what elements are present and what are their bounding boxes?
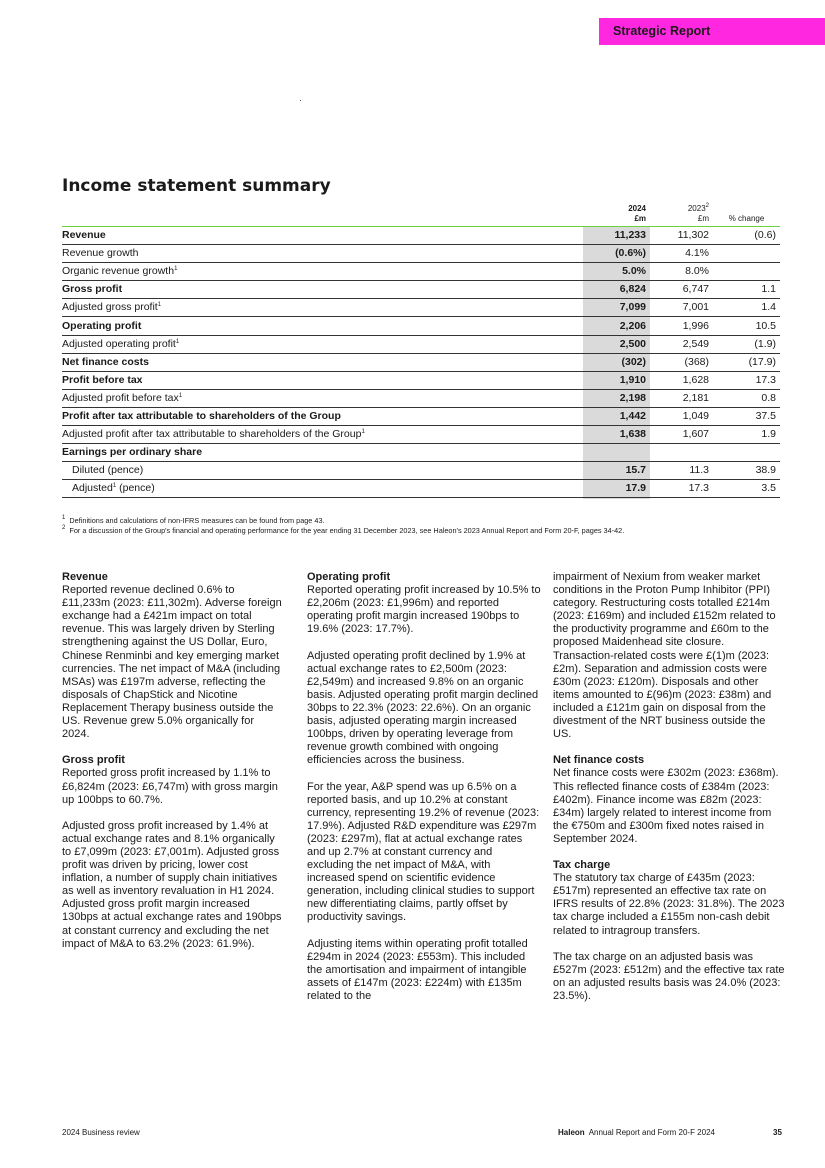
net-finance-costs-paragraph: Net finance costs were £302m (2023: £368m). This reflected finance costs of £384m (2023: £402m). Finance income was £82m (2023: £34m) largely related to interest income from the €750m and £300m fixed notes raised in September 2024. <box>553 767 779 845</box>
footnote <box>62 516 624 526</box>
row-label-text: Revenue <box>62 229 106 242</box>
stray-mark <box>300 100 301 101</box>
footnote-marker: 1 <box>178 392 183 399</box>
value-2024: 6,824 <box>619 283 646 296</box>
value-change: 38.9 <box>755 464 776 477</box>
value-2023: 2,549 <box>682 337 709 350</box>
value-2024: 7,099 <box>619 301 646 314</box>
header-2023-footnote: 2 <box>705 203 709 209</box>
row-label-text: Gross profit <box>62 283 123 296</box>
footnote-marker: 1 <box>157 302 162 309</box>
row-label <box>62 317 583 335</box>
footnote-marker: 1 <box>361 429 365 436</box>
value-2023: (368) <box>684 355 709 368</box>
value-2023: 2,181 <box>682 391 709 404</box>
table-row <box>62 263 780 281</box>
value-2024: 5.0% <box>622 265 646 278</box>
page-title: Income statement summary <box>62 176 331 196</box>
table-row <box>62 371 780 389</box>
row-label <box>62 371 583 389</box>
value-2024 <box>583 444 650 462</box>
row-label-text: Adjusted profit before tax <box>62 391 179 404</box>
value-change <box>713 263 780 281</box>
value-change: 3.5 <box>761 482 776 495</box>
value-2023 <box>650 444 713 462</box>
body-column-1 <box>62 571 284 964</box>
row-label <box>62 407 583 425</box>
row-label-text: Adjusted operating profit <box>62 337 176 350</box>
footer-doc-title: Annual Report and Form 20-F 2024 <box>588 1128 715 1137</box>
footnotes <box>62 516 624 536</box>
value-2024: 2,198 <box>619 391 646 404</box>
section-tag: Strategic Report <box>599 18 825 45</box>
row-label <box>62 462 583 480</box>
value-2023: 11,302 <box>677 229 709 242</box>
footnote <box>62 526 624 536</box>
table-row <box>62 227 780 245</box>
value-2024: (302) <box>621 355 646 368</box>
value-2024: 1,910 <box>619 373 646 386</box>
row-label-text: Adjusted gross profit <box>62 301 158 314</box>
table-row <box>62 299 780 317</box>
row-label <box>62 444 583 462</box>
value-change: (0.6) <box>754 229 776 242</box>
net-finance-costs-heading: Net finance costs <box>553 754 645 767</box>
row-label-text: Profit after tax attributable to shareholders of the Group <box>62 409 341 422</box>
table-row <box>62 389 780 407</box>
footnote-text: For a discussion of the Group's financial and operating performance for the year ending 31 December 2023, see Haleon's 2023 Annual Report and Form 20-F, pages 34-42. <box>69 526 625 535</box>
value-change: 17.3 <box>755 373 776 386</box>
adjusted-gross-profit-paragraph: Adjusted gross profit increased by 1.4% at actual exchange rates and 8.1% organically to £7,099m (2023: £7,001m). Adjusted gross profit was driven by pricing, lower cost inflation, a number of supply chain initiatives as well as inventory revaluation in H1 2024. Adjusted gross profit margin increased 130bps at actual exchange rates and 190bps at constant currency and excluding the net impact of M&A to 63.2% (2023: 61.9%). <box>62 819 282 950</box>
row-label <box>62 227 583 245</box>
footer-brand: Haleon <box>558 1128 585 1137</box>
operating-profit-heading: Operating profit <box>307 571 391 583</box>
footnote-number: 2 <box>62 525 66 531</box>
page-number: 35 <box>773 1128 782 1137</box>
row-label-text: Diluted (pence) <box>72 464 144 477</box>
table-row <box>62 353 780 371</box>
row-label-text: Earnings per ordinary share <box>62 446 203 459</box>
value-2023: 17.3 <box>688 482 709 495</box>
row-label <box>62 353 583 371</box>
footnote-marker: 1 <box>112 483 117 490</box>
income-statement-table <box>62 203 780 498</box>
row-label <box>62 281 583 299</box>
row-label-suffix: (pence) <box>116 482 155 495</box>
value-2023: 4.1% <box>685 247 709 260</box>
gross-profit-paragraph: Reported gross profit increased by 1.1% to £6,824m (2023: £6,747m) with gross margin up 100bps to 60.7%. <box>62 767 278 806</box>
header-2024 <box>583 203 650 227</box>
value-change: (1.9) <box>754 337 776 350</box>
value-2024: 1,442 <box>619 409 646 422</box>
value-2024: 2,500 <box>619 337 646 350</box>
row-label <box>62 480 583 498</box>
table-row <box>62 444 780 462</box>
table-row <box>62 480 780 498</box>
header-label-cell <box>62 203 583 227</box>
value-2023: 1,628 <box>682 373 709 386</box>
row-label-text: Profit before tax <box>62 373 143 386</box>
value-2024: 17.9 <box>625 482 646 495</box>
value-change: 1.1 <box>761 283 776 296</box>
value-change: 1.4 <box>761 301 776 314</box>
value-change: 0.8 <box>761 391 776 404</box>
value-2024: 1,638 <box>619 428 646 441</box>
header-2023 <box>650 203 713 227</box>
footer-section-label: 2024 Business review <box>62 1128 140 1137</box>
table-header-row <box>62 203 780 227</box>
revenue-heading: Revenue <box>62 571 108 583</box>
header-change: % change <box>728 214 765 223</box>
revenue-paragraph: Reported revenue declined 0.6% to £11,233m (2023: £11,302m). Adverse foreign exchange had a £421m impact on total revenue. This was largely driven by Sterling strengthening against the US Dollar, Euro, Chinese Renminbi and key emerging market currencies. The net impact of M&A (including MSAs) was £197m adverse, reflecting the disposals of ChapStick and Nicotine Replacement Therapy business outside the US. Revenue grew 5.0% organically for 2024. <box>62 584 282 741</box>
row-label <box>62 245 583 263</box>
row-label-text: Organic revenue growth <box>62 265 175 278</box>
table-row <box>62 335 780 353</box>
header-2023-year: 2023 <box>687 204 706 213</box>
footnote-marker: 1 <box>174 266 178 273</box>
value-change: (17.9) <box>748 355 776 368</box>
value-2023: 1,049 <box>682 409 709 422</box>
ap-spend-paragraph: For the year, A&P spend was up 6.5% on a reported basis, and up 10.2% at constant currency, representing 19.2% of revenue (2023: 17.9%). Adjusted R&D expenditure was £297m (2023: £297m), flat at actual exchange rates and up 2.7% at constant currency and excluding the net impact of M&A, with increased spend on scientific evidence generation, including clinical studies to support new differentiating claims, partly offset by productivity savings. <box>307 780 540 924</box>
value-2023: 11.3 <box>689 464 709 477</box>
value-2023: 7,001 <box>682 301 709 314</box>
gross-profit-heading: Gross profit <box>62 754 125 767</box>
footnote-number: 1 <box>62 515 66 521</box>
row-label <box>62 426 583 444</box>
row-label-text: Adjusted <box>72 482 113 495</box>
value-2023: 6,747 <box>682 283 709 296</box>
tax-charge-heading: Tax charge <box>553 859 611 872</box>
row-label-text: Operating profit <box>62 319 142 332</box>
row-label-text: Revenue growth <box>62 247 139 260</box>
value-change: 37.5 <box>755 409 776 422</box>
value-2024: 2,206 <box>619 319 646 332</box>
footer-document <box>558 1128 715 1137</box>
table-row <box>62 426 780 444</box>
impairment-paragraph: impairment of Nexium from weaker market conditions in the Proton Pump Inhibitor (PPI) category. Restructuring costs totalled £214m (2023: £169m) and included £152m related to the productivity programme and £60m to the proposed Maidenhead site closure. Transaction-related costs were £(1)m (2023: £2m). Separation and admission costs were £30m (2023: £120m). Disposals and other items amounted to £(96)m (2023: £38m) and included a £121m gain on disposal from the divestment of the NRT business outside the US. <box>553 571 776 741</box>
body-column-3 <box>553 571 785 1016</box>
value-2024: 11,233 <box>614 229 646 242</box>
value-change <box>713 444 780 462</box>
header-2023-unit: £m <box>697 214 709 223</box>
table-row <box>62 407 780 425</box>
header-2024-year: 2024 <box>628 204 646 213</box>
value-change: 1.9 <box>761 428 776 441</box>
value-2023: 1,996 <box>682 319 709 332</box>
footnote-marker: 1 <box>175 338 180 345</box>
row-label <box>62 335 583 353</box>
row-label-text: Net finance costs <box>62 355 149 368</box>
value-change: 10.5 <box>755 319 776 332</box>
value-2024: 15.7 <box>625 464 646 477</box>
row-label <box>62 389 583 407</box>
row-label <box>62 263 583 281</box>
adjusting-items-paragraph: Adjusting items within operating profit totalled £294m in 2024 (2023: £553m). This included the amortisation and impairment of intangible assets of £147m (2023: £224m) with £135m related to the <box>307 937 528 1002</box>
operating-profit-paragraph: Reported operating profit increased by 10.5% to £2,206m (2023: £1,996m) and reported operating profit margin increased 190bps to 19.6% (2023: 17.7%). <box>307 584 541 636</box>
footnote-text: Definitions and calculations of non-IFRS measures can be found from page 43. <box>69 516 325 525</box>
table-row <box>62 462 780 480</box>
adjusted-operating-profit-paragraph: Adjusted operating profit declined by 1.9% at actual exchange rates to £2,500m (2023: £2,549m) and increased 9.8% on an organic basis. Adjusted operating profit margin declined 30bps to 22.3% (2023: 22.6%). On an organic basis, adjusted operating margin increased 100bps, driven by operating leverage from revenue growth combined with ongoing efficiencies across the business. <box>307 649 539 767</box>
row-label-text: Adjusted profit after tax attributable to shareholders of the Group <box>62 428 362 441</box>
adjusted-tax-paragraph: The tax charge on an adjusted basis was £527m (2023: £512m) and the effective tax rate on an adjusted results basis was 24.0% (2023: 23.5%). <box>553 950 785 1002</box>
value-2023: 8.0% <box>685 265 709 278</box>
table-row <box>62 317 780 335</box>
tax-charge-paragraph: The statutory tax charge of £435m (2023: £517m) represented an effective tax rate on IFRS results of 22.8% (2023: 31.8%). The 2023 tax charge included a £155m non-cash debit related to intragroup transfers. <box>553 872 785 937</box>
table-row <box>62 245 780 263</box>
value-change <box>713 245 780 263</box>
table-row <box>62 281 780 299</box>
row-label <box>62 299 583 317</box>
value-2023: 1,607 <box>682 428 709 441</box>
header-2024-unit: £m <box>634 214 646 223</box>
value-2024: (0.6%) <box>615 247 646 260</box>
body-column-2 <box>307 571 541 1016</box>
